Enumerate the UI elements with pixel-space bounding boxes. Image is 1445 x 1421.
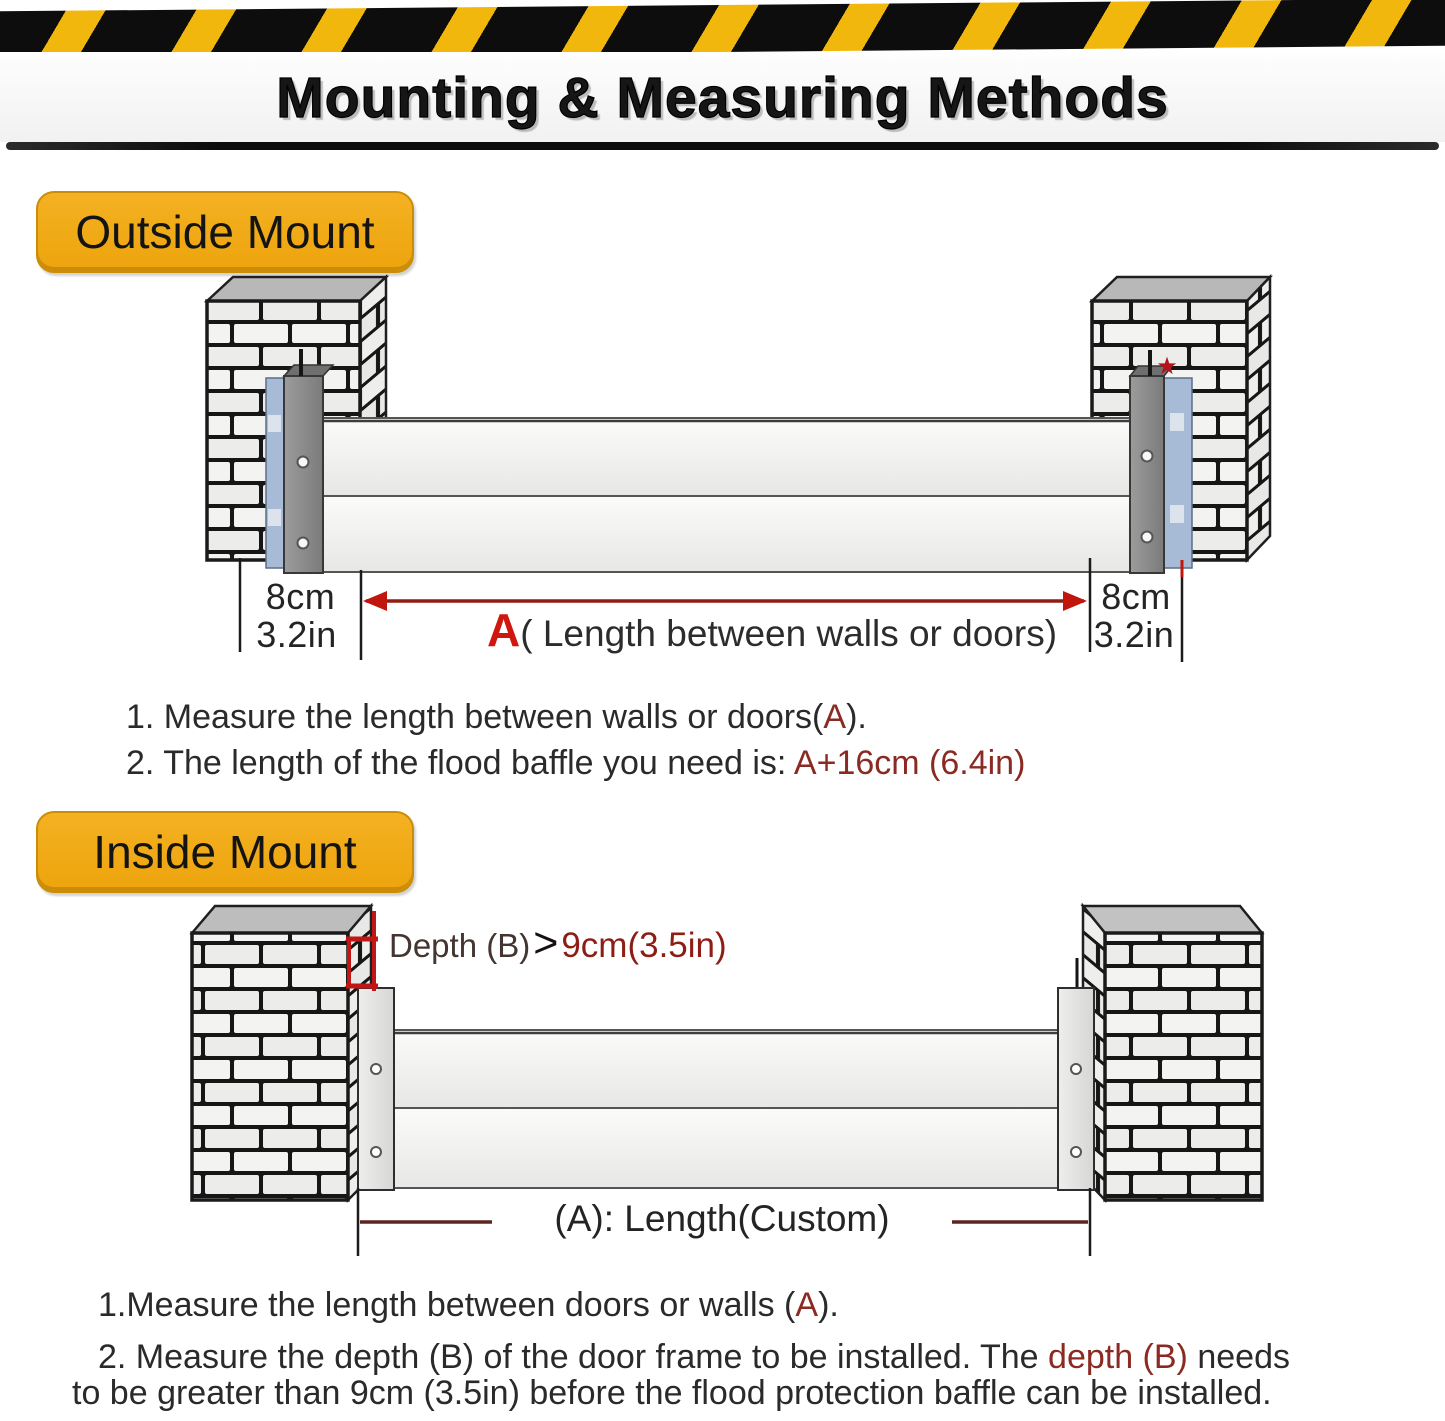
outside-step-1-red: A [823, 698, 847, 736]
inside-length-caption: (A): Length(Custom) [554, 1198, 890, 1239]
outside-step-2-red: A+16cm (6.4in) [793, 744, 1026, 782]
star-marker-icon: ★ [1156, 353, 1178, 380]
depth-b-annotation [389, 919, 727, 968]
inside-step-1-text: 1.Measure the length between doors or walls ( [98, 1286, 796, 1324]
outside-mount-badge-label: Outside Mount [75, 206, 375, 258]
outside-left-8cm-label: 8cm [265, 576, 336, 617]
outside-right-mounting-channel [1130, 350, 1192, 573]
length-a-letter: A [487, 604, 521, 656]
outside-flood-barrier-panels [323, 418, 1130, 572]
depth-b-value: 9cm(3.5in) [561, 926, 727, 965]
inside-step-2 [98, 1338, 1290, 1377]
inside-step-2-continued: to be greater than 9cm (3.5in) before the flood protection baffle can be installed. [72, 1374, 1272, 1412]
inside-step-1-post: ). [818, 1286, 839, 1324]
inside-right-brick-pillar [1083, 906, 1262, 1200]
outside-right-3-2in-label: 3.2in [1093, 614, 1175, 655]
inside-flood-barrier-panels [394, 1030, 1058, 1188]
inside-left-mounting-plate [358, 988, 394, 1190]
outside-step-2-text: 2. The length of the flood baffle you need is: [126, 744, 794, 782]
depth-b-name: Depth (B) [389, 927, 531, 964]
page-title: Mounting & Measuring Methods [276, 66, 1169, 130]
outside-step-1-text: 1. Measure the length between walls or doors( [126, 698, 824, 736]
outside-step-2 [126, 744, 1025, 783]
inside-step-1 [98, 1286, 839, 1325]
inside-mount-badge-label: Inside Mount [93, 826, 357, 878]
greater-than-sign: > [533, 919, 559, 967]
length-a-annotation [487, 603, 1057, 657]
inside-step-2-post: needs [1187, 1338, 1290, 1376]
length-a-caption: ( Length between walls or doors) [520, 613, 1058, 654]
inside-right-mounting-plate [1058, 958, 1094, 1190]
outside-left-mounting-channel [266, 349, 333, 573]
inside-left-brick-pillar [192, 906, 371, 1200]
outside-left-3-2in-label: 3.2in [256, 614, 337, 655]
inside-step-1-red: A [795, 1286, 819, 1324]
outside-right-8cm-label: 8cm [1101, 576, 1171, 617]
outside-step-1-post: ). [846, 698, 867, 736]
inside-step-2-text: 2. Measure the depth (B) of the door frame to be installed. The [98, 1338, 1049, 1376]
inside-step-2-red: depth (B) [1048, 1338, 1188, 1376]
outside-step-1 [126, 698, 867, 737]
